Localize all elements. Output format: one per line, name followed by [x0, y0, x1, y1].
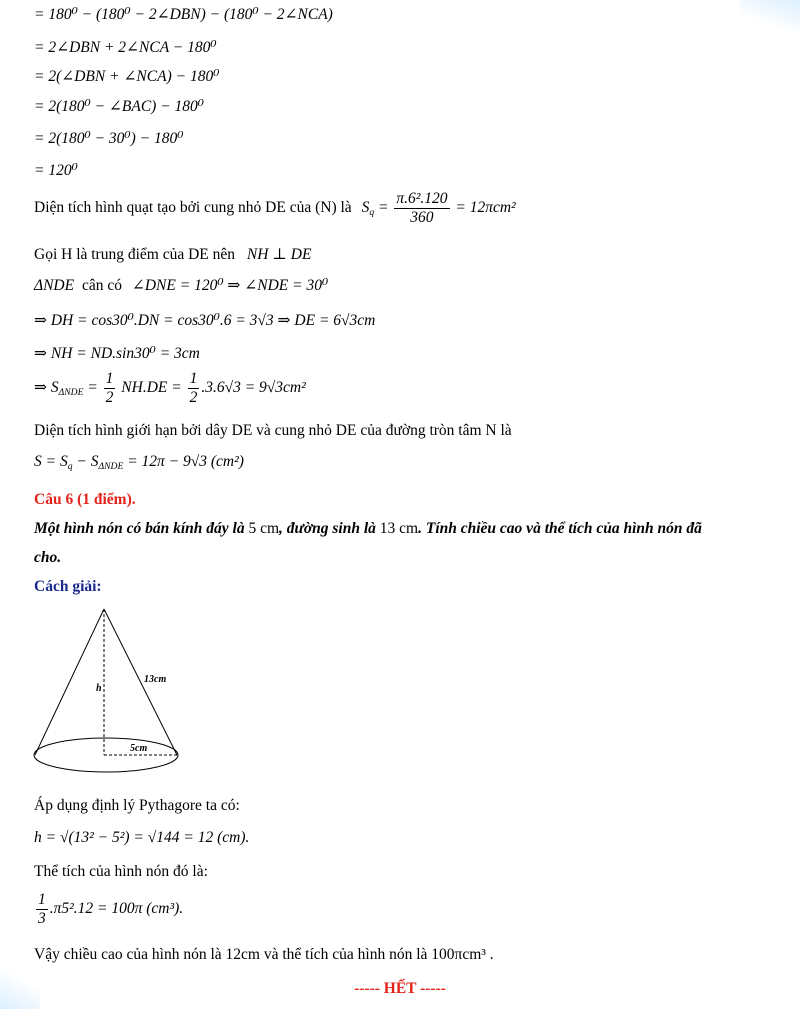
problem-line-1: Một hình nón có bán kính đáy là 5 cm, đường sinh là 13 cm. Tính chiều cao và thể tích của hình nón đã: [34, 520, 702, 537]
sector-text: Diện tích hình quạt tạo bởi cung nhỏ DE của (N) là: [34, 198, 352, 216]
step-line: = 180⁰ − (180⁰ − 2∠DBN) − (180⁰ − 2∠NCA): [34, 6, 333, 23]
question-heading: Câu 6 (1 điểm).: [34, 491, 136, 508]
height-label: h: [96, 683, 102, 694]
radius-label: 5cm: [130, 743, 148, 754]
slant-label: 13cm: [144, 674, 167, 685]
cone-figure: [30, 605, 190, 780]
sector-area-line: [34, 190, 516, 227]
cone-left-edge: [35, 609, 104, 755]
problem-line-2: cho.: [34, 549, 62, 566]
step-line: = 2(∠DBN + ∠NCA) − 180⁰: [34, 68, 220, 85]
step-line: = 2(180⁰ − 30⁰) − 180⁰: [34, 130, 184, 147]
pythagore-text: Áp dụng định lý Pythagore ta có:: [34, 797, 240, 814]
corner-decoration: [740, 0, 800, 30]
pythagore-formula: h = √(13² − 5²) = √144 = 12 (cm).: [34, 829, 250, 846]
volume-formula: $\frac{1}{3}$ .π5².12 = 100π (cm³).: [38, 891, 184, 927]
midpoint-line: Gọi H là trung điểm của DE nên NH ⊥ DE: [34, 246, 312, 263]
step-line: = 2∠DBN + 2∠NCA − 180⁰: [34, 39, 217, 56]
dh-line: ⇒ DH = cos30⁰.DN = cos30⁰.6 = 3√3 ⇒ DE = 6√3cm: [34, 312, 376, 329]
solution-label: Cách giải:: [34, 578, 102, 595]
volume-text: Thể tích của hình nón đó là:: [34, 863, 208, 880]
end-marker: ----- HẾT -----: [354, 980, 446, 997]
sector-lhs: $S_q$ =: [361, 198, 389, 218]
triangle-area-line: ⇒ $S_{\Delta NDE}$ = $\frac{1}{2}$ NH.DE = $\frac{1}{2}$ .3.6√3 = 9√3cm²: [34, 370, 306, 406]
nh-line: ⇒ NH = ND.sin30⁰ = 3cm: [34, 345, 200, 362]
step-line: = 120⁰: [34, 162, 78, 179]
segment-text: Diện tích hình giới hạn bởi dây DE và cung nhỏ DE của đường tròn tâm N là: [34, 422, 512, 439]
conclusion: Vậy chiều cao của hình nón là 12cm và thể tích của hình nón là 100πcm³ .: [34, 946, 494, 963]
sector-fraction: $\frac{\text{π.6².120}}{360}$: [396, 190, 448, 226]
isosceles-line: ΔNDE cân có ∠DNE = 120⁰ ⇒ ∠NDE = 30⁰: [34, 277, 329, 294]
segment-formula: $S = S_q - S_{\Delta NDE} = 12\pi - 9√3$ (cm²): [34, 453, 244, 472]
step-line: = 2(180⁰ − ∠BAC) − 180⁰: [34, 98, 205, 115]
sector-result: = 12πcm²: [455, 198, 516, 216]
